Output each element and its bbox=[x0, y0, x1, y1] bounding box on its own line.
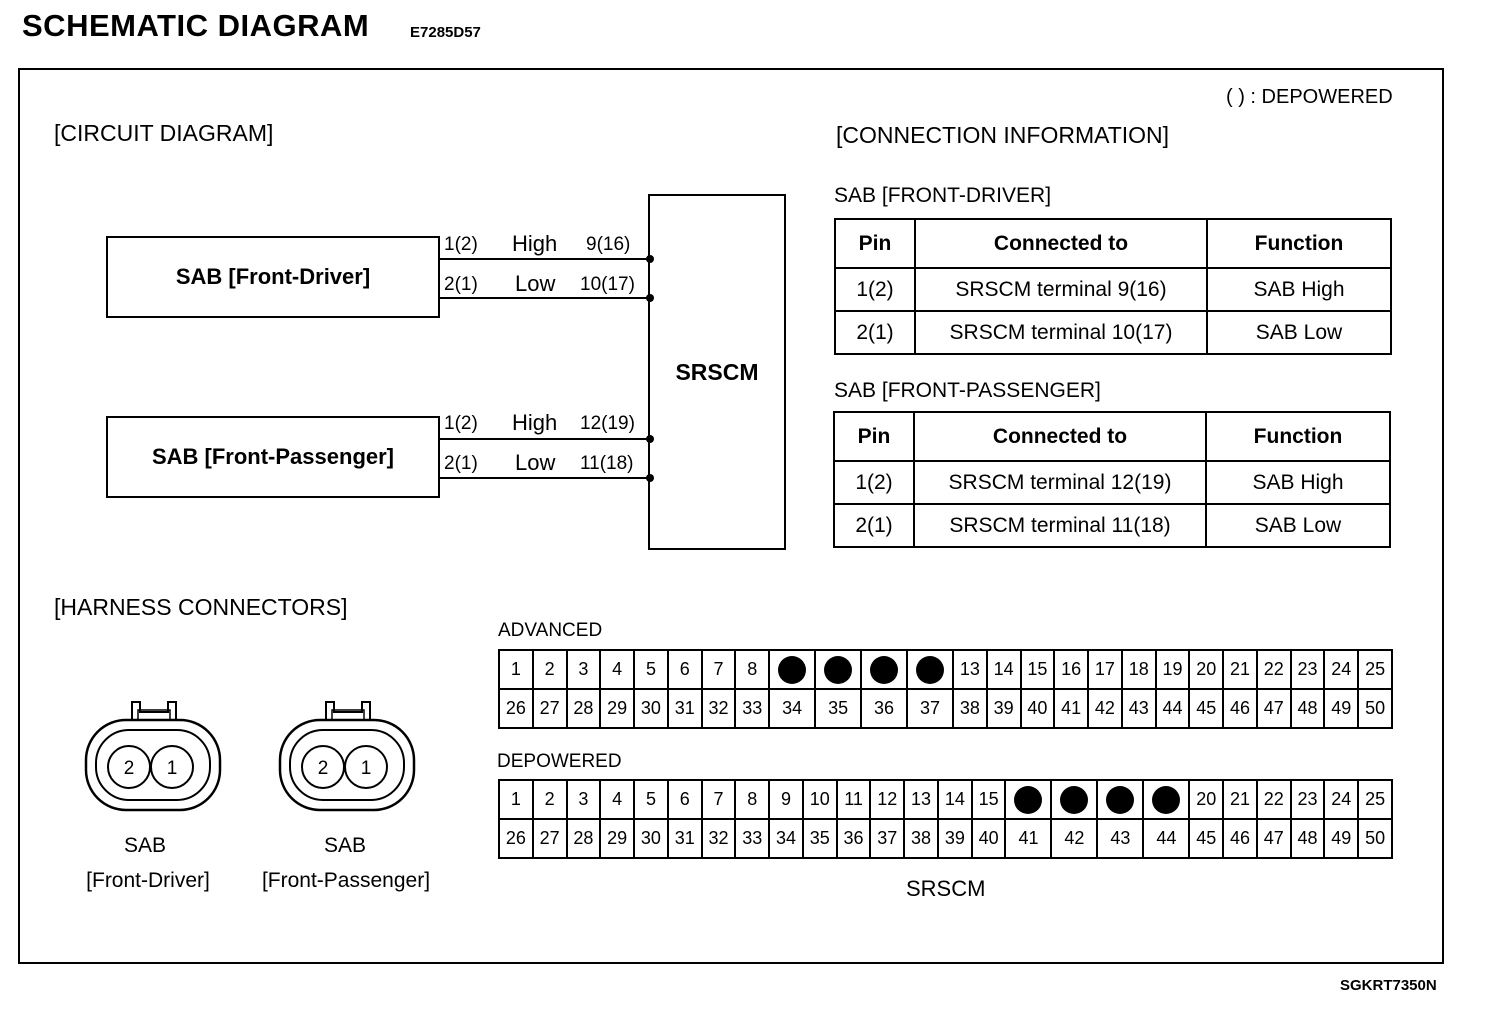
pin-cell: 40 bbox=[1021, 689, 1055, 728]
filled-pin-dot bbox=[916, 656, 944, 684]
depowered-connector-grid bbox=[498, 779, 1393, 859]
passenger-connector-caption-sub: [Front-Passenger] bbox=[261, 869, 431, 892]
advanced-connector-grid bbox=[498, 649, 1393, 729]
pin-cell: 5 bbox=[634, 780, 668, 819]
table-cell: SAB Low bbox=[1206, 504, 1390, 547]
pin-cell: 44 bbox=[1143, 819, 1189, 858]
pin-cell: 41 bbox=[1005, 819, 1051, 858]
table-header-connected: Connected to bbox=[914, 412, 1206, 461]
pin-cell: 37 bbox=[870, 819, 904, 858]
driver-high-terminal: 9(16) bbox=[586, 234, 631, 255]
pin-cell: 2 bbox=[533, 780, 567, 819]
occupied-pin bbox=[1051, 780, 1097, 819]
occupied-pin bbox=[907, 650, 953, 689]
pin-cell: 39 bbox=[938, 819, 972, 858]
pin-cell: 4 bbox=[600, 780, 634, 819]
table-header-pin: Pin bbox=[834, 412, 914, 461]
table-row bbox=[835, 311, 1391, 354]
pin-cell: 6 bbox=[668, 780, 702, 819]
pin-cell: 11 bbox=[837, 780, 871, 819]
pin-cell: 36 bbox=[837, 819, 871, 858]
junction-dot bbox=[646, 255, 654, 263]
pin-cell: 40 bbox=[972, 819, 1006, 858]
occupied-pin bbox=[1097, 780, 1143, 819]
pin-cell: 47 bbox=[1257, 819, 1291, 858]
document-code: E7285D57 bbox=[410, 24, 481, 41]
passenger-low-terminal: 11(18) bbox=[580, 453, 634, 474]
pin-cell: 20 bbox=[1189, 650, 1223, 689]
driver-low-signal: Low bbox=[515, 271, 556, 296]
table-cell: 1(2) bbox=[835, 268, 915, 311]
pin-cell: 42 bbox=[1051, 819, 1097, 858]
filled-pin-dot bbox=[870, 656, 898, 684]
pin-cell: 21 bbox=[1223, 780, 1257, 819]
pin-cell: 45 bbox=[1189, 689, 1223, 728]
connector-row bbox=[499, 650, 1392, 689]
filled-pin-dot bbox=[1106, 786, 1134, 814]
pin-cell: 50 bbox=[1358, 819, 1392, 858]
pin-cell: 13 bbox=[904, 780, 938, 819]
filled-pin-dot bbox=[1060, 786, 1088, 814]
table-cell: SRSCM terminal 12(19) bbox=[914, 461, 1206, 504]
table-header-connected: Connected to bbox=[915, 219, 1207, 268]
pin-cell: 1 bbox=[499, 780, 533, 819]
pin-cell: 41 bbox=[1054, 689, 1088, 728]
driver-high-pin: 1(2) bbox=[444, 234, 478, 255]
junction-dot bbox=[646, 435, 654, 443]
passenger-connector-caption: SAB bbox=[323, 834, 367, 857]
driver-table-title: SAB [FRONT-DRIVER] bbox=[834, 184, 1052, 207]
connector-pin-1: 1 bbox=[360, 758, 372, 779]
pin-cell: 46 bbox=[1223, 689, 1257, 728]
filled-pin-dot bbox=[1014, 786, 1042, 814]
connector-pin-2: 2 bbox=[317, 758, 329, 779]
driver-connector-caption-sub: [Front-Driver] bbox=[86, 869, 210, 892]
table-cell: SAB High bbox=[1206, 461, 1390, 504]
pin-cell: 9 bbox=[769, 780, 803, 819]
pin-cell: 35 bbox=[803, 819, 837, 858]
pin-cell: 49 bbox=[1324, 819, 1358, 858]
connector-pin-2: 2 bbox=[123, 758, 135, 779]
passenger-connection-table bbox=[833, 411, 1391, 548]
pin-cell: 33 bbox=[735, 819, 769, 858]
pin-cell: 35 bbox=[815, 689, 861, 728]
pin-cell: 50 bbox=[1358, 689, 1392, 728]
pin-cell: 20 bbox=[1189, 780, 1223, 819]
pin-cell: 18 bbox=[1122, 650, 1156, 689]
pin-cell: 26 bbox=[499, 689, 533, 728]
driver-connector-caption: SAB bbox=[123, 834, 167, 857]
junction-dot bbox=[646, 474, 654, 482]
pin-cell: 12 bbox=[870, 780, 904, 819]
junction-dot bbox=[646, 294, 654, 302]
connection-section-title: [CONNECTION INFORMATION] bbox=[836, 122, 1170, 148]
pin-cell: 31 bbox=[668, 819, 702, 858]
pin-cell: 39 bbox=[987, 689, 1021, 728]
passenger-high-pin: 1(2) bbox=[444, 413, 478, 434]
table-header-function: Function bbox=[1207, 219, 1391, 268]
depowered-label: DEPOWERED bbox=[497, 751, 622, 772]
pin-cell: 38 bbox=[904, 819, 938, 858]
pin-cell: 10 bbox=[803, 780, 837, 819]
table-cell: SRSCM terminal 11(18) bbox=[914, 504, 1206, 547]
table-cell: 2(1) bbox=[834, 504, 914, 547]
connector-pin-1: 1 bbox=[166, 758, 178, 779]
filled-pin-dot bbox=[824, 656, 852, 684]
pin-cell: 3 bbox=[567, 650, 601, 689]
pin-cell: 48 bbox=[1291, 689, 1325, 728]
pin-cell: 32 bbox=[702, 819, 736, 858]
pin-cell: 13 bbox=[953, 650, 987, 689]
pin-cell: 19 bbox=[1156, 650, 1190, 689]
occupied-pin bbox=[1143, 780, 1189, 819]
pin-cell: 43 bbox=[1097, 819, 1143, 858]
pin-cell: 21 bbox=[1223, 650, 1257, 689]
filled-pin-dot bbox=[778, 656, 806, 684]
pin-cell: 15 bbox=[1021, 650, 1055, 689]
pin-cell: 24 bbox=[1324, 780, 1358, 819]
driver-low-pin: 2(1) bbox=[444, 274, 478, 295]
table-row bbox=[835, 268, 1391, 311]
passenger-high-terminal: 12(19) bbox=[580, 413, 635, 434]
sab-front-driver-box: SAB [Front-Driver] bbox=[106, 236, 440, 318]
srscm-caption: SRSCM bbox=[906, 876, 986, 901]
driver-low-terminal: 10(17) bbox=[580, 274, 635, 295]
srscm-module-box: SRSCM bbox=[648, 194, 786, 550]
pin-cell: 29 bbox=[600, 689, 634, 728]
filled-pin-dot bbox=[1152, 786, 1180, 814]
pin-cell: 29 bbox=[600, 819, 634, 858]
pin-cell: 6 bbox=[668, 650, 702, 689]
pin-cell: 23 bbox=[1291, 650, 1325, 689]
table-header-function: Function bbox=[1206, 412, 1390, 461]
passenger-low-signal: Low bbox=[515, 450, 556, 475]
pin-cell: 17 bbox=[1088, 650, 1122, 689]
table-cell: 2(1) bbox=[835, 311, 915, 354]
pin-cell: 4 bbox=[600, 650, 634, 689]
connector-row bbox=[499, 819, 1392, 858]
pin-cell: 25 bbox=[1358, 780, 1392, 819]
connector-row bbox=[499, 780, 1392, 819]
passenger-high-signal: High bbox=[512, 410, 558, 435]
pin-cell: 45 bbox=[1189, 819, 1223, 858]
pin-cell: 38 bbox=[953, 689, 987, 728]
occupied-pin bbox=[1005, 780, 1051, 819]
pin-cell: 27 bbox=[533, 689, 567, 728]
depowered-legend: ( ) : DEPOWERED bbox=[1226, 86, 1393, 108]
pin-cell: 37 bbox=[907, 689, 953, 728]
table-cell: SRSCM terminal 10(17) bbox=[915, 311, 1207, 354]
pin-cell: 34 bbox=[769, 819, 803, 858]
pin-cell: 8 bbox=[735, 650, 769, 689]
pin-cell: 48 bbox=[1291, 819, 1325, 858]
pin-cell: 46 bbox=[1223, 819, 1257, 858]
occupied-pin bbox=[861, 650, 907, 689]
pin-cell: 16 bbox=[1054, 650, 1088, 689]
occupied-pin bbox=[815, 650, 861, 689]
pin-cell: 1 bbox=[499, 650, 533, 689]
connector-row bbox=[499, 689, 1392, 728]
pin-cell: 47 bbox=[1257, 689, 1291, 728]
pin-cell: 34 bbox=[769, 689, 815, 728]
pin-cell: 8 bbox=[735, 780, 769, 819]
pin-cell: 32 bbox=[702, 689, 736, 728]
passenger-low-pin: 2(1) bbox=[444, 453, 478, 474]
pin-cell: 28 bbox=[567, 689, 601, 728]
pin-cell: 43 bbox=[1122, 689, 1156, 728]
table-cell: SAB Low bbox=[1207, 311, 1391, 354]
pin-cell: 30 bbox=[634, 689, 668, 728]
pin-cell: 5 bbox=[634, 650, 668, 689]
pin-cell: 49 bbox=[1324, 689, 1358, 728]
pin-cell: 22 bbox=[1257, 780, 1291, 819]
table-row bbox=[834, 461, 1390, 504]
advanced-label: ADVANCED bbox=[498, 620, 603, 641]
occupied-pin bbox=[769, 650, 815, 689]
pin-cell: 24 bbox=[1324, 650, 1358, 689]
table-cell: SAB High bbox=[1207, 268, 1391, 311]
pin-cell: 14 bbox=[938, 780, 972, 819]
pin-cell: 14 bbox=[987, 650, 1021, 689]
figure-reference: SGKRT7350N bbox=[1340, 977, 1437, 994]
pin-cell: 26 bbox=[499, 819, 533, 858]
pin-cell: 2 bbox=[533, 650, 567, 689]
pin-cell: 44 bbox=[1156, 689, 1190, 728]
pin-cell: 28 bbox=[567, 819, 601, 858]
pin-cell: 36 bbox=[861, 689, 907, 728]
circuit-section-title: [CIRCUIT DIAGRAM] bbox=[54, 120, 274, 146]
driver-connector-icon bbox=[82, 696, 226, 816]
table-row bbox=[834, 504, 1390, 547]
passenger-table-title: SAB [FRONT-PASSENGER] bbox=[834, 379, 1101, 402]
table-cell: 1(2) bbox=[834, 461, 914, 504]
pin-cell: 22 bbox=[1257, 650, 1291, 689]
pin-cell: 7 bbox=[702, 780, 736, 819]
pin-cell: 30 bbox=[634, 819, 668, 858]
table-header-pin: Pin bbox=[835, 219, 915, 268]
sab-front-passenger-box: SAB [Front-Passenger] bbox=[106, 416, 440, 498]
driver-connection-table bbox=[834, 218, 1392, 355]
pin-cell: 7 bbox=[702, 650, 736, 689]
pin-cell: 15 bbox=[972, 780, 1006, 819]
pin-cell: 33 bbox=[735, 689, 769, 728]
pin-cell: 27 bbox=[533, 819, 567, 858]
pin-cell: 42 bbox=[1088, 689, 1122, 728]
passenger-connector-icon bbox=[276, 696, 420, 816]
driver-high-signal: High bbox=[512, 231, 558, 256]
pin-cell: 3 bbox=[567, 780, 601, 819]
pin-cell: 31 bbox=[668, 689, 702, 728]
harness-section-title: [HARNESS CONNECTORS] bbox=[54, 594, 348, 620]
table-cell: SRSCM terminal 9(16) bbox=[915, 268, 1207, 311]
pin-cell: 25 bbox=[1358, 650, 1392, 689]
pin-cell: 23 bbox=[1291, 780, 1325, 819]
page-title: SCHEMATIC DIAGRAM bbox=[22, 8, 370, 43]
